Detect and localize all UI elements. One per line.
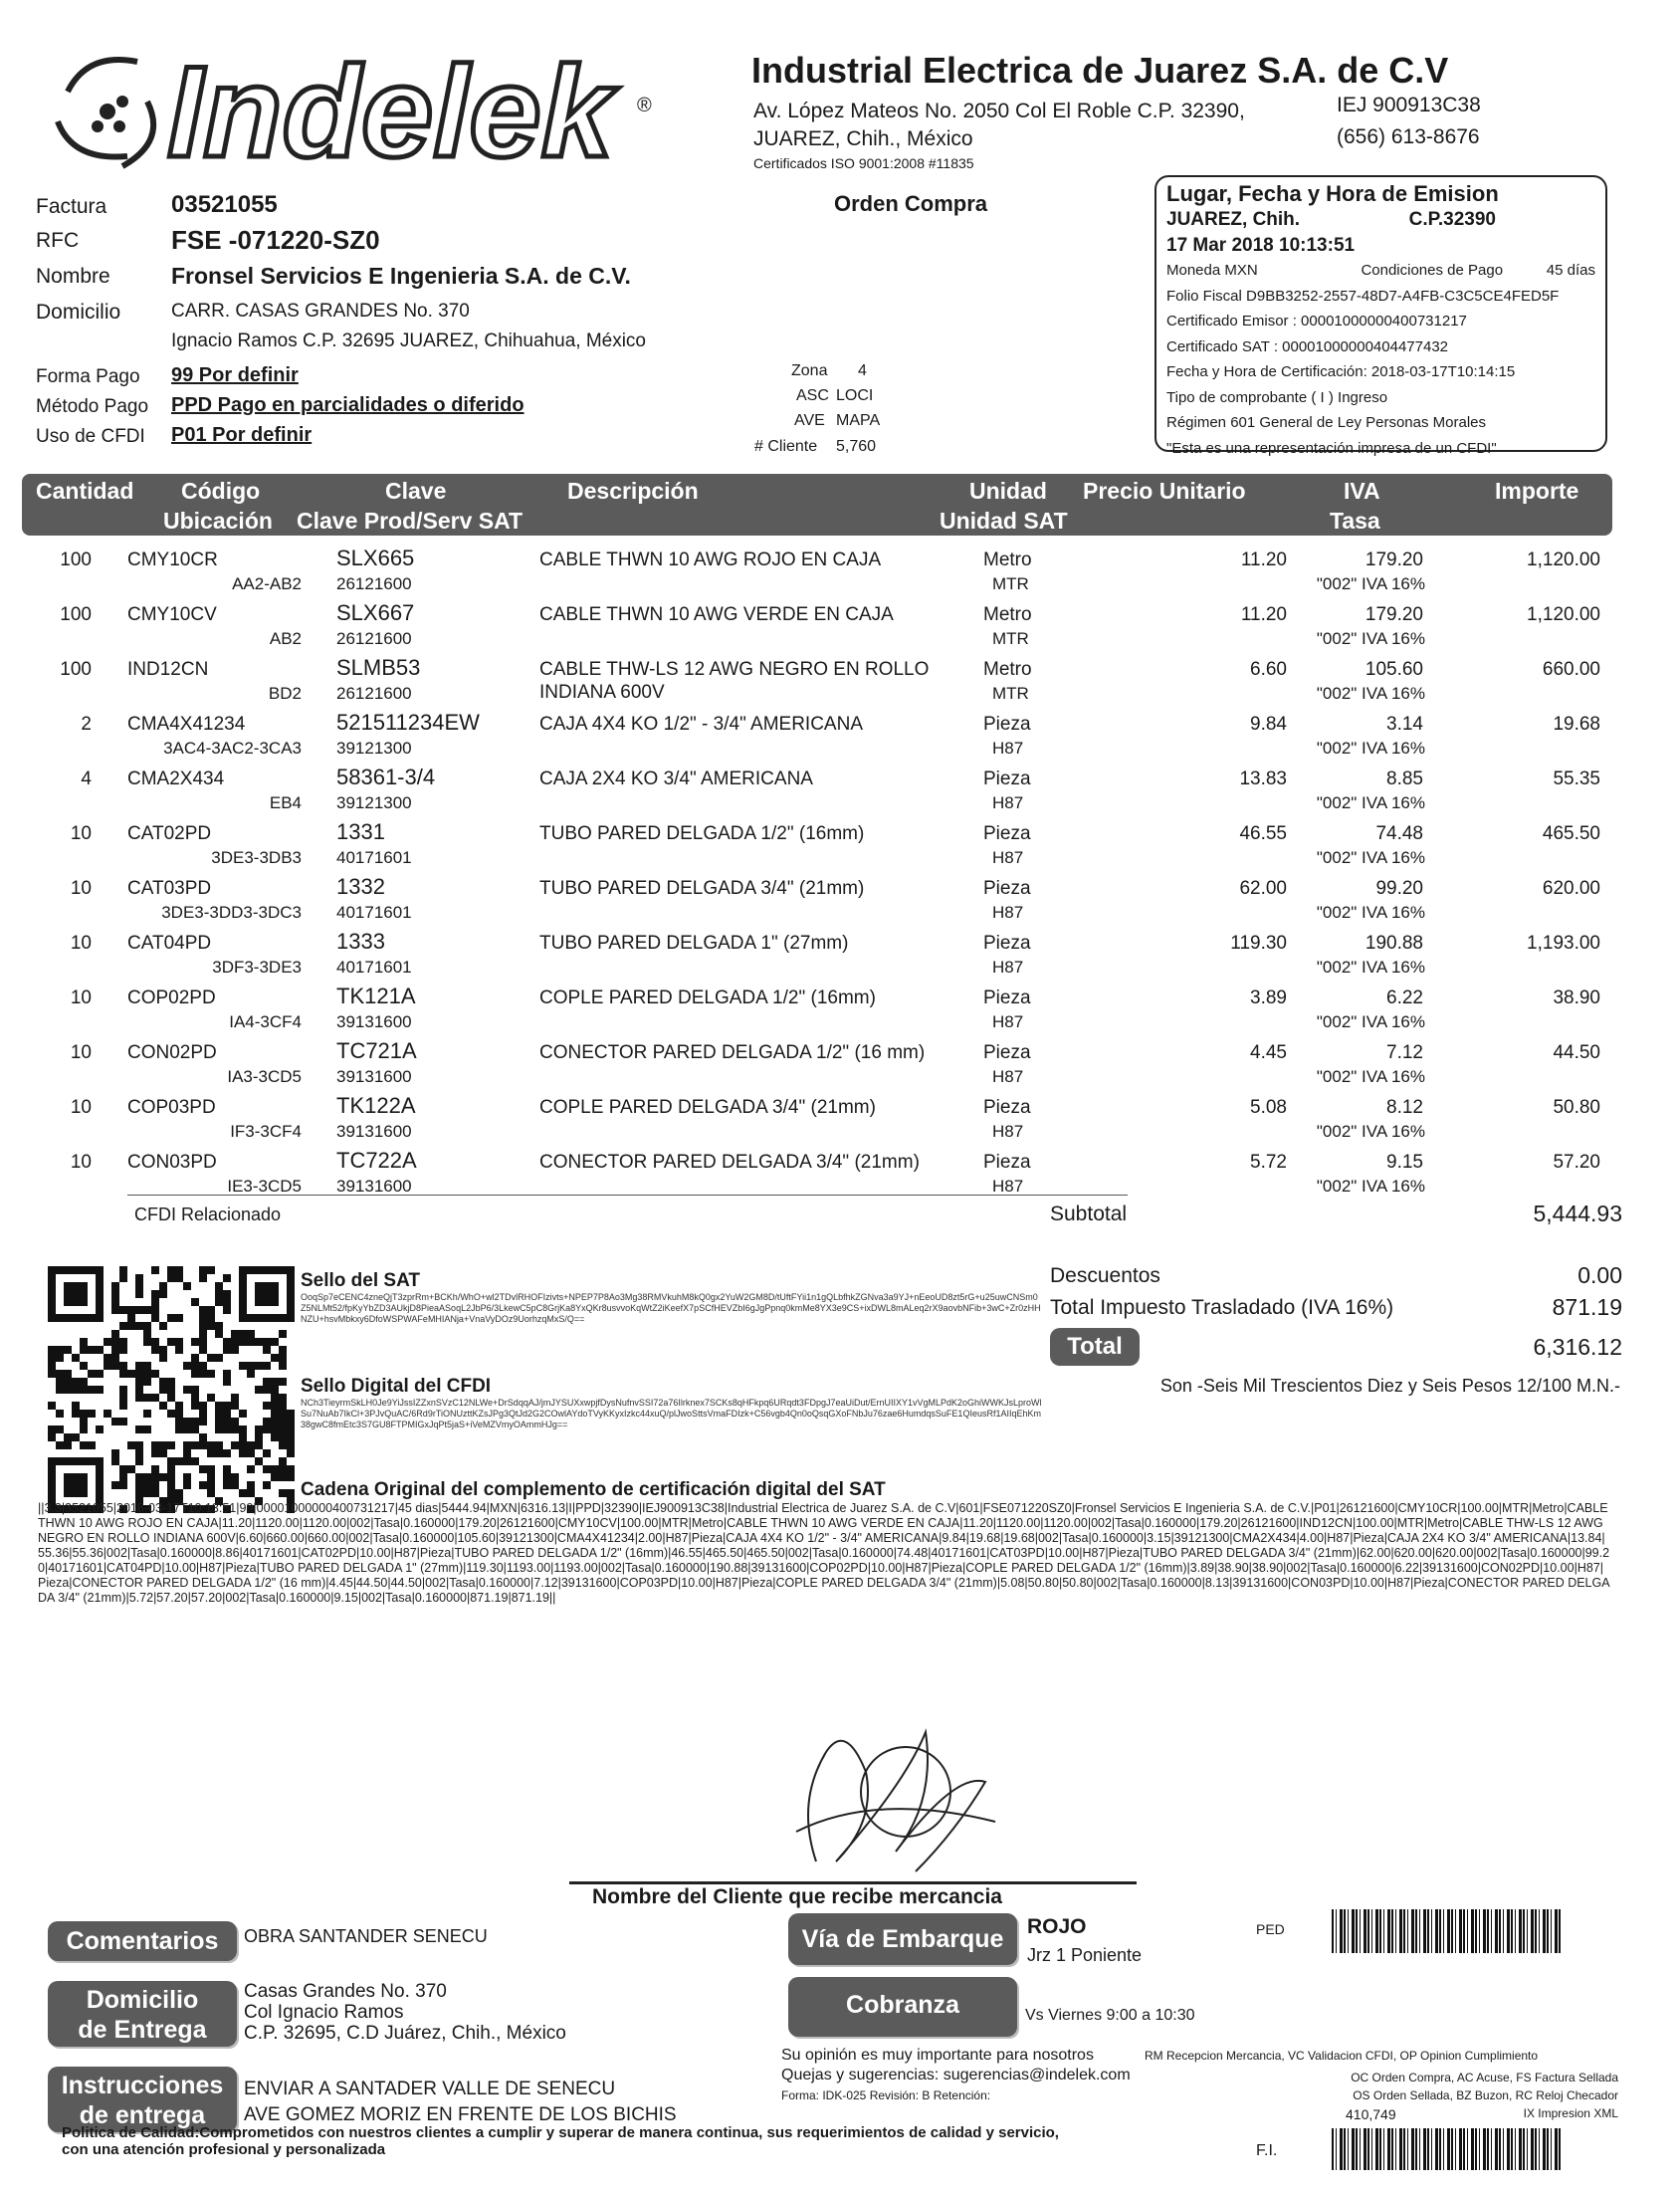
factura-number: 03521055 <box>171 191 278 218</box>
cell-desc: CABLE THW-LS 12 AWG NEGRO EN ROLLO <box>539 659 930 680</box>
header-cantidad: Cantidad <box>36 478 134 504</box>
cell-desc: TUBO PARED DELGADA 3/4" (21mm) <box>539 878 865 899</box>
cadena-original: ||3.3|3521055|2018-03-17T10:13:51|99|00001000000400731217|45 dias|5444.94|MXN|6316.13|I|PPD|32390|IEJ900913C38|Industrial Electrica de Juarez S.A. de C.V|601|FSE071220SZ0|Fronsel Servicios E Ingenieria S.A. de C.V.|P01|26121600|CMY10CR|100.00|MTR|Metro|CABLE THWN 10 AWG ROJO EN CAJA|11.20|1120.00|1120.00|002|Tasa|0.160000|179.20|26121600|CMY10CV|100.00|MTR|Metro|CABLE THWN 10 AWG VERDE EN CAJA|11.20|1120.00|1120.00|002|Tasa|0.160000|179.20|26121600|IND12CN|100.00|MTR|Metro|CABLE THW-LS 12 AWG NEGRO EN ROLLO INDIANA 600V|6.60|660.00|660.00|002|Tasa|0.160000|105.60|39121300|CMA4X41234|2.00|H87|Pieza|CAJA 4X4 KO 1/2" - 3/4" AMERICANA|9.84|19.68|19.68|002|Tasa|0.160000|3.15|39121300|CMA2X434|4.00|H87|Pieza|CAJA 2X4 KO 3/4" AMERICANA|13.84|55.36|55.36|002|Tasa|0.160000|8.86|40171601|CAT02PD|10.00|H87|Pieza|TUBO PARED DELGADA 1/2" (16mm)|46.55|465.50|465.50|002|Tasa|0.160000|74.48|40171601|CAT03PD|10.00|H87|Pieza|TUBO PARED DELGADA 3/4" (21mm)|62.00|620.00|620.00|002|Tasa|0.160000|99.20|40171601|CAT04PD|10.00|H87|Pieza|TUBO PARED DELGADA 1" (27mm)|119.30|1193.00|1193.00|002|Tasa|0.160000|190.88|39131600|COP02PD|10.00|H87|Pieza|COPLE PARED DELGADA 1/2" (16mm)|3.89|38.90|38.90|002|Tasa|0.160000|6.22|39131600|CON02PD|10.00|H87|Pieza|CONECTOR PARED DELGADA 1/2" (16 mm)|4.45|44.50|44.50|002|Tasa|0.160000|7.12|39131600|COP03PD|10.00|H87|Pieza|COPLE PARED DELGADA 3/4" (21mm)|5.08|50.80|50.80|002|Tasa|0.160000|8.13|39131600|CON03PD|10.00|H87|Pieza|CONECTOR PARED DELGADA 3/4" (21mm)|5.72|57.20|57.20|002|Tasa|0.160000|9.15|002|Tasa|0.160000|871.19|871.19|| <box>38 1501 1610 1605</box>
cell-iva: 3.14 <box>1386 714 1423 735</box>
cell-ubic: 3DE3-3DD3-3DC3 <box>161 903 302 922</box>
emision-condiciones: Condiciones de Pago <box>1361 262 1504 279</box>
cell-desc: CONECTOR PARED DELGADA 3/4" (21mm) <box>539 1152 920 1173</box>
cell-iva: 8.12 <box>1386 1097 1423 1118</box>
cell-ubic: AA2-AB2 <box>232 574 302 593</box>
cell-iva: 7.12 <box>1386 1042 1423 1063</box>
politica-line2: con una atención profesional y personalizada <box>62 2141 386 2158</box>
cell-ubic: 3AC4-3AC2-3CA3 <box>163 739 302 758</box>
cell-desc: CAJA 2X4 KO 3/4" AMERICANA <box>539 768 813 789</box>
header-iva: IVA <box>1344 478 1380 504</box>
cell-usat: H87 <box>992 793 1024 812</box>
asc-value: LOCI <box>836 387 874 404</box>
header-precio: Precio Unitario <box>1083 478 1246 504</box>
cadena-label: Cadena Original del complemento de certificación digital del SAT <box>301 1479 886 1500</box>
table-row <box>22 1146 1612 1201</box>
cell-unidad: Pieza <box>983 768 1031 789</box>
cell-importe: 1,120.00 <box>1527 604 1600 625</box>
cell-sat: 26121600 <box>336 629 412 648</box>
header-descripcion: Descripción <box>567 478 699 504</box>
total-value: 6,316.12 <box>1533 1334 1622 1360</box>
cell-clave: SLMB53 <box>336 655 421 680</box>
company-logo <box>28 32 665 181</box>
metodo-pago-label: Método Pago <box>36 396 149 417</box>
cell-sat: 39131600 <box>336 1122 412 1141</box>
cell-unidad: Pieza <box>983 714 1031 735</box>
cobranza-value: Vs Viernes 9:00 a 10:30 <box>1025 2007 1195 2024</box>
rfc-label: RFC <box>36 229 80 252</box>
cell-tasa: "002" IVA 16% <box>1316 684 1425 703</box>
cell-sat: 26121600 <box>336 574 412 593</box>
cell-desc: CABLE THWN 10 AWG VERDE EN CAJA <box>539 604 894 625</box>
zona-value: 4 <box>858 362 867 379</box>
cell-codigo: CMA4X41234 <box>127 714 246 735</box>
impresion-xml: IX Impresion XML <box>1523 2106 1618 2120</box>
total-en-letra: Son -Seis Mil Trescientos Diez y Seis Pesos 12/100 M.N.- <box>1159 1376 1620 1396</box>
items-table-header <box>22 474 1612 536</box>
cell-desc2: INDIANA 600V <box>539 682 665 703</box>
cell-sat: 40171601 <box>336 848 412 867</box>
instrucciones-line1: ENVIAR A SANTADER VALLE DE SENECU <box>244 2079 616 2099</box>
cell-clave: 521511234EW <box>336 710 480 735</box>
emision-moneda: Moneda MXN <box>1166 262 1258 279</box>
svg-text:®: ® <box>637 95 652 116</box>
recibe-label: Nombre del Cliente que recibe mercancia <box>592 1885 1002 1908</box>
company-rfc: IEJ 900913C38 <box>1337 94 1481 116</box>
table-row <box>22 872 1612 927</box>
emision-lugar-row <box>1166 207 1595 233</box>
header-importe: Importe <box>1495 478 1579 504</box>
sello-cfdi-label: Sello Digital del CFDI <box>301 1376 492 1397</box>
table-row <box>22 653 1612 708</box>
cell-iva: 179.20 <box>1365 604 1423 625</box>
via-embarque-sub: Jrz 1 Poniente <box>1027 1945 1143 1965</box>
cell-unidad: Pieza <box>983 987 1031 1008</box>
cell-desc: COPLE PARED DELGADA 1/2" (16mm) <box>539 987 876 1008</box>
nombre-value: Fronsel Servicios E Ingenieria S.A. de C.V. <box>171 263 631 289</box>
cliente-value: 5,760 <box>836 438 877 455</box>
cell-codigo: CAT04PD <box>127 933 212 954</box>
cell-tasa: "002" IVA 16% <box>1316 574 1425 593</box>
cell-ubic: IA4-3CF4 <box>229 1012 302 1031</box>
cell-tasa: "002" IVA 16% <box>1316 848 1425 867</box>
cell-iva: 105.60 <box>1365 659 1423 680</box>
ave-label: AVE <box>794 412 825 429</box>
table-row <box>22 927 1612 982</box>
cell-precio: 4.45 <box>1250 1042 1287 1063</box>
emision-folio: Folio Fiscal D9BB3252-2557-48D7-A4FB-C3C5CE4FED5F <box>1166 287 1560 305</box>
emision-title: Lugar, Fecha y Hora de Emision <box>1166 181 1499 206</box>
emision-dias: 45 días <box>1546 262 1595 279</box>
instrucciones-label-1: Instrucciones <box>61 2072 224 2099</box>
cell-desc: COPLE PARED DELGADA 3/4" (21mm) <box>539 1097 876 1118</box>
footer-codes-1: RM Recepcion Mercancia, VC Validacion CFDI, OP Opinion Cumplimiento <box>1145 2049 1539 2063</box>
cell-tasa: "002" IVA 16% <box>1316 1067 1425 1086</box>
footer-codes-2: OC Orden Compra, AC Acuse, FS Factura Sellada <box>1351 2071 1618 2084</box>
cell-precio: 11.20 <box>1240 604 1287 625</box>
forma-pago-label: Forma Pago <box>36 366 140 387</box>
uso-cfdi-value: P01 Por definir <box>171 424 313 446</box>
sello-sat-label: Sello del SAT <box>301 1270 421 1291</box>
cell-importe: 620.00 <box>1542 878 1600 899</box>
instrucciones-line2: AVE GOMEZ MORIZ EN FRENTE DE LOS BICHIS <box>244 2104 677 2125</box>
cell-desc: CONECTOR PARED DELGADA 1/2" (16 mm) <box>539 1042 926 1063</box>
header-clave: Clave <box>385 478 447 504</box>
emision-lugar: JUAREZ, Chih. <box>1166 209 1301 230</box>
cell-clave: 1333 <box>336 929 385 954</box>
sello-sat-value: OoqSp7eCENC4zneQjT3zprRm+BCKh/WhO+wl2TDvlRHOFIzivts+NPEP7P8Ao3Mg38RMVkuhM8kQ0gx2YuW2GM8D/tUftFYii1n1gQLbfhkZGNva3a9YJ+nEeoUD8zt5rG+u25uwCNSm0Z5NLMt52/fpKyYbZD3AUkjD8PieaASoqL2JbP6/3LkewC5pC8GrjKa8YxQKr8usvvoKqWtZ2iKeefX7pSCfHEVZbI6gJgPpnq0kmMe8YX3e9CS+ixDWL8mALeq2rX9aovbNFib+3wC+Zr0zHHNZU+hsvMbkxy6DfoWSPWAFeMHIANja+VnaVyDOz9UorhzqMxS/Q== <box>301 1292 1041 1324</box>
table-row <box>22 708 1612 763</box>
header-clave-sat: Clave Prod/Serv SAT <box>297 508 524 534</box>
company-phone: (656) 613-8676 <box>1337 125 1480 148</box>
via-embarque-label: Vía de Embarque <box>788 1913 1017 1965</box>
cell-codigo: CMY10CV <box>127 604 217 625</box>
cell-cant: 100 <box>60 659 92 680</box>
cell-ubic: AB2 <box>269 629 302 648</box>
cliente-label: # Cliente <box>754 438 818 455</box>
cell-codigo: CON02PD <box>127 1042 217 1063</box>
cell-ubic: BD2 <box>268 684 302 703</box>
cell-cant: 10 <box>70 878 92 899</box>
cell-codigo: COP03PD <box>127 1097 216 1118</box>
table-row <box>22 544 1612 598</box>
cell-importe: 38.90 <box>1553 987 1600 1008</box>
cell-clave: 1332 <box>336 874 385 899</box>
domicilio-line1: CARR. CASAS GRANDES No. 370 <box>171 301 470 322</box>
emision-box <box>1155 175 1607 457</box>
cell-cant: 4 <box>81 768 92 789</box>
emision-fecha: 17 Mar 2018 10:13:51 <box>1166 234 1356 256</box>
cell-precio: 3.89 <box>1250 987 1287 1008</box>
comentarios-label: Comentarios <box>48 1921 237 1961</box>
comentarios-value: OBRA SANTANDER SENECU <box>244 1926 488 1946</box>
cell-usat: H87 <box>992 1122 1024 1141</box>
cell-cant: 2 <box>81 714 92 735</box>
table-row <box>22 1091 1612 1146</box>
cell-cant: 10 <box>70 823 92 844</box>
cell-sat: 39131600 <box>336 1177 412 1196</box>
domicilio-entrega-line3: C.P. 32695, C.D Juárez, Chih., México <box>244 2023 566 2044</box>
impuesto-label: Total Impuesto Trasladado (IVA 16%) <box>1050 1296 1394 1319</box>
cell-unidad: Metro <box>983 549 1032 570</box>
instrucciones-label-2: de entrega <box>79 2101 206 2129</box>
politica-label: Politica de Calidad: <box>62 2124 200 2141</box>
cell-precio: 5.72 <box>1250 1152 1287 1173</box>
domicilio-entrega-label <box>48 1981 237 2047</box>
emision-cert-sat: Certificado SAT : 00001000000404477432 <box>1166 337 1449 355</box>
cell-unidad: Pieza <box>983 933 1031 954</box>
cell-codigo: CMA2X434 <box>127 768 225 789</box>
header-codigo: Código <box>181 478 261 504</box>
cell-codigo: IND12CN <box>127 659 209 680</box>
cell-sat: 39121300 <box>336 793 412 812</box>
cell-clave: 1331 <box>336 819 385 844</box>
cell-unidad: Pieza <box>983 823 1031 844</box>
cell-ubic: EB4 <box>269 793 302 812</box>
cell-tasa: "002" IVA 16% <box>1316 1012 1425 1031</box>
domicilio-label: Domicilio <box>36 301 121 324</box>
cell-unidad: Pieza <box>983 878 1031 899</box>
cell-precio: 6.60 <box>1250 659 1287 680</box>
folio-interno: 410,749 <box>1346 2106 1396 2122</box>
cell-clave: SLX665 <box>336 546 415 570</box>
cell-clave: TK121A <box>336 984 416 1008</box>
cell-iva: 190.88 <box>1365 933 1423 954</box>
cell-precio: 46.55 <box>1239 823 1287 844</box>
emision-cp: C.P.32390 <box>1408 209 1496 230</box>
factura-label: Factura <box>36 195 107 218</box>
cell-cant: 10 <box>70 1152 92 1173</box>
domicilio-entrega-label-2: de Entrega <box>78 2016 207 2044</box>
cell-usat: H87 <box>992 1067 1024 1086</box>
table-row <box>22 982 1612 1036</box>
forma-revision: Forma: IDK-025 Revisión: B Retención: <box>781 2088 991 2102</box>
asc-label: ASC <box>796 387 829 404</box>
zona-label: Zona <box>791 362 828 379</box>
header-unidad: Unidad <box>969 478 1047 504</box>
cell-iva: 99.20 <box>1375 878 1423 899</box>
cell-tasa: "002" IVA 16% <box>1316 958 1425 977</box>
emision-cert-emisor: Certificado Emisor : 00001000000400731217 <box>1166 313 1467 329</box>
cell-cant: 10 <box>70 1042 92 1063</box>
table-row <box>22 763 1612 817</box>
sello-cfdi-value: NCh3TieyrmSkLH0Je9YiJssIZZxnSVzC12NLWe+DrSdqqAJ/jmJYSUXxwpjfDysNufnvSSI72a76Ilrknex7SCKs8qHFkpq6URqdt3FDpgJ7eaUiDut/ErnUIIXY1vVgMLPdK2oGhiWWKJsLproWlSu7NuAb7IkCl+3PJvQuAC/6Rd9rTiONUzttKZsJPg3QtJd2G2COwlAYdoTVyKKyxIzkc44xuQ/plJwoSttsVmaFDIzk+C56vgb4Qn0oQsqGXoFNbJu76zae6HumdqsSuFE1QIeusRf1AIIqEhKm38gwC8fmEtc3S7GU8FTPMIGxJqPt5jaS+iVeMZVmyOAmmHJg== <box>301 1398 1042 1429</box>
cell-usat: H87 <box>992 903 1024 922</box>
company-cert: Certificados ISO 9001:2008 #11835 <box>753 155 974 171</box>
cell-usat: H87 <box>992 739 1024 758</box>
signature <box>756 1712 1025 1891</box>
cell-usat: H87 <box>992 1177 1024 1196</box>
cell-precio: 13.83 <box>1239 768 1287 789</box>
instrucciones-value <box>244 2077 677 2128</box>
cell-codigo: CMY10CR <box>127 549 218 570</box>
company-name: Industrial Electrica de Juarez S.A. de C.V <box>751 50 1449 91</box>
descuentos-label: Descuentos <box>1050 1264 1160 1287</box>
cell-sat: 26121600 <box>336 684 412 703</box>
opinion-text: Su opinión es muy importante para nosotros <box>781 2047 1094 2064</box>
domicilio-entrega-label-1: Domicilio <box>86 1986 199 2014</box>
cell-iva: 8.85 <box>1386 768 1423 789</box>
cell-usat: MTR <box>992 574 1029 593</box>
ped-label: PED <box>1256 1921 1285 1937</box>
emision-regimen: Régimen 601 General de Ley Personas Morales <box>1166 414 1487 431</box>
cfdi-relacionado: CFDI Relacionado <box>134 1205 282 1224</box>
cell-precio: 5.08 <box>1250 1097 1287 1118</box>
cell-usat: H87 <box>992 848 1024 867</box>
cell-desc: TUBO PARED DELGADA 1" (27mm) <box>539 933 849 954</box>
cell-unidad: Pieza <box>983 1042 1031 1063</box>
header-unidad-sat: Unidad SAT <box>940 508 1068 534</box>
cell-ubic: IE3-3CD5 <box>227 1177 302 1196</box>
cell-clave: SLX667 <box>336 600 415 625</box>
cell-codigo: CAT03PD <box>127 878 212 899</box>
cell-sat: 40171601 <box>336 958 412 977</box>
cell-tasa: "002" IVA 16% <box>1316 1177 1425 1196</box>
cell-usat: MTR <box>992 684 1029 703</box>
quejas-text: Quejas y sugerencias: sugerencias@indelek.com <box>781 2067 1131 2083</box>
emision-moneda-row <box>1166 258 1595 284</box>
cell-tasa: "002" IVA 16% <box>1316 629 1425 648</box>
cell-importe: 660.00 <box>1542 659 1600 680</box>
cell-ubic: 3DE3-3DB3 <box>211 848 302 867</box>
cell-ubic: IF3-3CF4 <box>230 1122 302 1141</box>
cell-unidad: Pieza <box>983 1097 1031 1118</box>
cell-usat: MTR <box>992 629 1029 648</box>
rfc-value: FSE -071220-SZ0 <box>171 225 380 255</box>
cell-unidad: Metro <box>983 659 1032 680</box>
metodo-pago-value: PPD Pago en parcialidades o diferido <box>171 394 525 416</box>
domicilio-entrega-line2: Col Ignacio Ramos <box>244 2002 404 2023</box>
cell-clave: TC722A <box>336 1148 417 1173</box>
qr-code <box>48 1266 295 1513</box>
header-ubicacion: Ubicación <box>163 508 273 534</box>
cell-importe: 1,193.00 <box>1527 933 1600 954</box>
cell-precio: 11.20 <box>1240 549 1287 570</box>
cell-clave: TK122A <box>336 1093 416 1118</box>
cell-codigo: CON03PD <box>127 1152 217 1173</box>
cell-iva: 179.20 <box>1365 549 1423 570</box>
ave-value: MAPA <box>836 412 881 429</box>
descuentos-value: 0.00 <box>1577 1262 1622 1288</box>
table-row <box>22 598 1612 653</box>
cell-unidad: Pieza <box>983 1152 1031 1173</box>
cell-importe: 57.20 <box>1553 1152 1600 1173</box>
ped-barcode <box>1332 1909 1561 1953</box>
cell-tasa: "002" IVA 16% <box>1316 793 1425 812</box>
cell-usat: H87 <box>992 1012 1024 1031</box>
signature-line <box>569 1881 1137 1884</box>
cell-unidad: Metro <box>983 604 1032 625</box>
subtotal-label: Subtotal <box>1050 1203 1128 1225</box>
cell-importe: 465.50 <box>1542 823 1600 844</box>
forma-pago-value: 99 Por definir <box>171 364 299 386</box>
domicilio-entrega-line1: Casas Grandes No. 370 <box>244 1981 447 2002</box>
cobranza-label: Cobranza <box>788 1977 1017 2037</box>
cell-usat: H87 <box>992 958 1024 977</box>
cell-importe: 44.50 <box>1553 1042 1600 1063</box>
table-row <box>22 817 1612 872</box>
cell-sat: 39131600 <box>336 1012 412 1031</box>
cell-precio: 9.84 <box>1250 714 1287 735</box>
orden-compra-label: Orden Compra <box>834 191 988 216</box>
cell-precio: 119.30 <box>1230 933 1287 954</box>
total-label: Total <box>1050 1328 1140 1366</box>
cell-sat: 40171601 <box>336 903 412 922</box>
cell-ubic: 3DF3-3DE3 <box>212 958 302 977</box>
emision-fecha-cert: Fecha y Hora de Certificación: 2018-03-17T10:14:15 <box>1166 363 1516 380</box>
cell-desc: TUBO PARED DELGADA 1/2" (16mm) <box>539 823 865 844</box>
cell-sat: 39121300 <box>336 739 412 758</box>
cell-cant: 100 <box>60 549 92 570</box>
footer-codes-3: OS Orden Sellada, BZ Buzon, RC Reloj Checador <box>1353 2088 1618 2102</box>
company-address2: JUAREZ, Chih., México <box>753 127 973 150</box>
cell-codigo: CAT02PD <box>127 823 212 844</box>
cell-iva: 6.22 <box>1386 987 1423 1008</box>
emision-representacion: "Esta es una representación impresa de un CFDI" <box>1166 439 1497 457</box>
domicilio-entrega-value <box>244 1981 566 2044</box>
cell-importe: 50.80 <box>1553 1097 1600 1118</box>
impuesto-value: 871.19 <box>1552 1294 1622 1320</box>
cell-codigo: COP02PD <box>127 987 216 1008</box>
cell-cant: 10 <box>70 933 92 954</box>
fi-barcode <box>1332 2128 1561 2170</box>
subtotal-value: 5,444.93 <box>1533 1201 1622 1226</box>
cell-clave: TC721A <box>336 1038 417 1063</box>
cell-cant: 100 <box>60 604 92 625</box>
cell-tasa: "002" IVA 16% <box>1316 739 1425 758</box>
uso-cfdi-label: Uso de CFDI <box>36 426 145 447</box>
cell-precio: 62.00 <box>1239 878 1287 899</box>
table-divider <box>127 1195 1128 1197</box>
cell-iva: 74.48 <box>1375 823 1423 844</box>
cell-importe: 55.35 <box>1553 768 1600 789</box>
cell-desc: CAJA 4X4 KO 1/2" - 3/4" AMERICANA <box>539 714 864 735</box>
header-tasa: Tasa <box>1330 508 1380 534</box>
politica-line1: Comprometidos con nuestros clientes a cumplir y superar de manera continua, sus requerimientos de calidad y servicio, <box>199 2124 1059 2141</box>
instrucciones-entrega-label <box>48 2067 237 2132</box>
fi-label: F.I. <box>1256 2142 1278 2159</box>
cell-cant: 10 <box>70 987 92 1008</box>
politica-calidad <box>62 2124 1256 2158</box>
cell-ubic: IA3-3CD5 <box>227 1067 302 1086</box>
cell-tasa: "002" IVA 16% <box>1316 903 1425 922</box>
domicilio-line2: Ignacio Ramos C.P. 32695 JUAREZ, Chihuahua, México <box>171 330 647 351</box>
cell-iva: 9.15 <box>1386 1152 1423 1173</box>
company-address1: Av. López Mateos No. 2050 Col El Roble C.P. 32390, <box>753 100 1245 122</box>
via-embarque-value: ROJO <box>1027 1915 1087 1938</box>
nombre-label: Nombre <box>36 265 110 288</box>
cell-tasa: "002" IVA 16% <box>1316 1122 1425 1141</box>
cell-importe: 19.68 <box>1553 714 1600 735</box>
cell-desc: CABLE THWN 10 AWG ROJO EN CAJA <box>539 549 882 570</box>
cell-cant: 10 <box>70 1097 92 1118</box>
cell-importe: 1,120.00 <box>1527 549 1600 570</box>
cell-sat: 39131600 <box>336 1067 412 1086</box>
svg-text:Indelek: Indelek <box>167 39 613 181</box>
table-row <box>22 1036 1612 1091</box>
cell-clave: 58361-3/4 <box>336 765 436 789</box>
emision-tipo: Tipo de comprobante ( I ) Ingreso <box>1166 388 1388 406</box>
